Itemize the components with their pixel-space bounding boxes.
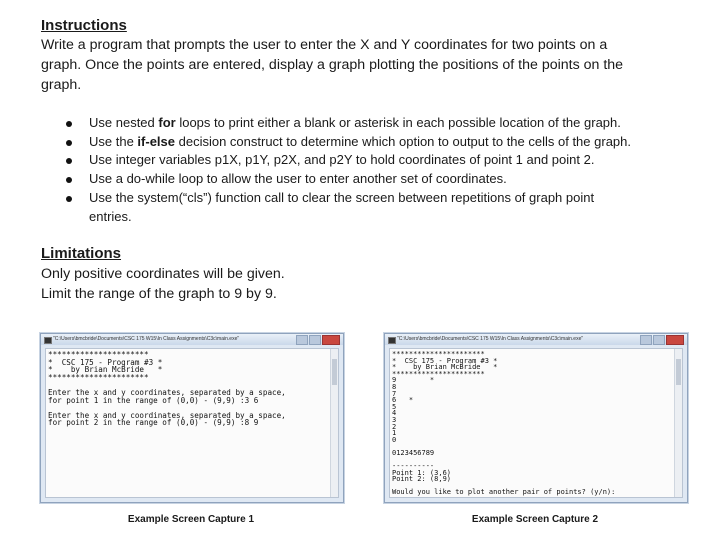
instructions-line: graph. (41, 77, 82, 93)
console-window-1 (40, 333, 344, 503)
limitations-line: Limit the range of the graph to 9 by 9. (41, 286, 277, 302)
minimize-icon[interactable] (640, 335, 652, 345)
limitations-line: Only positive coordinates will be given. (41, 266, 285, 282)
bullet-icon (66, 196, 72, 202)
window-controls (296, 335, 340, 345)
instructions-paragraph (41, 35, 691, 95)
maximize-icon[interactable] (309, 335, 321, 345)
requirements-list (60, 114, 680, 226)
close-icon[interactable] (666, 335, 684, 345)
limitations-heading: Limitations (41, 245, 122, 262)
caption-1: Example Screen Capture 1 (127, 514, 255, 525)
console-window-2 (384, 333, 688, 503)
console-app-icon (44, 337, 52, 344)
close-icon[interactable] (322, 335, 340, 345)
minimize-icon[interactable] (296, 335, 308, 345)
bullet-icon (66, 140, 72, 146)
bullet-icon (66, 158, 72, 164)
window-title: "C:\Users\bmcbride\Documents\CSC 175 W15\In Class Assignments\C3c\main.exe" (53, 336, 240, 342)
window-titlebar (41, 334, 343, 345)
instructions-line: Write a program that prompts the user to enter the X and Y coordinates for two points on a (41, 37, 608, 53)
window-title: "C:\Users\bmcbride\Documents\CSC 175 W15\In Class Assignments\C3c\main.exe" (397, 336, 584, 342)
list-item: Use the system(“cls”) function call to clear the screen between repetitions of graph point entries. (60, 189, 680, 226)
console-output (389, 348, 683, 498)
console-output (45, 348, 339, 498)
maximize-icon[interactable] (653, 335, 665, 345)
scrollbar[interactable] (330, 349, 338, 497)
bullet-icon (66, 177, 72, 183)
caption-2: Example Screen Capture 2 (471, 514, 599, 525)
console-text: ********************** * CSC 175 - Program #3 * * by Brian McBride * ********************** Enter the x and y coordinates, separated by a space, for point 1 in the range of (0,0) - (9,9) :3 6 Enter the x and y coordinates, separated by a space, for point 2 in the range of (0,0) - (9,9) :8 9 (48, 350, 286, 428)
console-text: ********************** * CSC 175 - Program #3 * * by Brian McBride * ********************** 9 * 8 7 6 * 5 4 3 2 1 0 0123456789 ---------- Point 1: (3,6) Point 2: (8,9) Would you like to plot another pair of points? (y/n): (392, 350, 616, 497)
list-item: Use integer variables p1X, p1Y, p2X, and p2Y to hold coordinates of point 1 and point 2. (60, 151, 680, 170)
limitations-text (41, 264, 691, 304)
scrollbar-thumb[interactable] (676, 359, 681, 385)
scrollbar-thumb[interactable] (332, 359, 337, 385)
instructions-heading: Instructions (41, 17, 127, 34)
console-app-icon (388, 337, 396, 344)
window-titlebar (385, 334, 687, 345)
list-item: Use the if-else decision construct to determine which option to output to the cells of the graph. (60, 133, 680, 152)
list-item: Use a do-while loop to allow the user to enter another set of coordinates. (60, 170, 680, 189)
list-item: Use nested for loops to print either a blank or asterisk in each possible location of the graph. (60, 114, 680, 133)
bullet-icon (66, 121, 72, 127)
scrollbar[interactable] (674, 349, 682, 497)
window-controls (640, 335, 684, 345)
instructions-line: graph. Once the points are entered, display a graph plotting the positions of the points on the (41, 57, 624, 73)
